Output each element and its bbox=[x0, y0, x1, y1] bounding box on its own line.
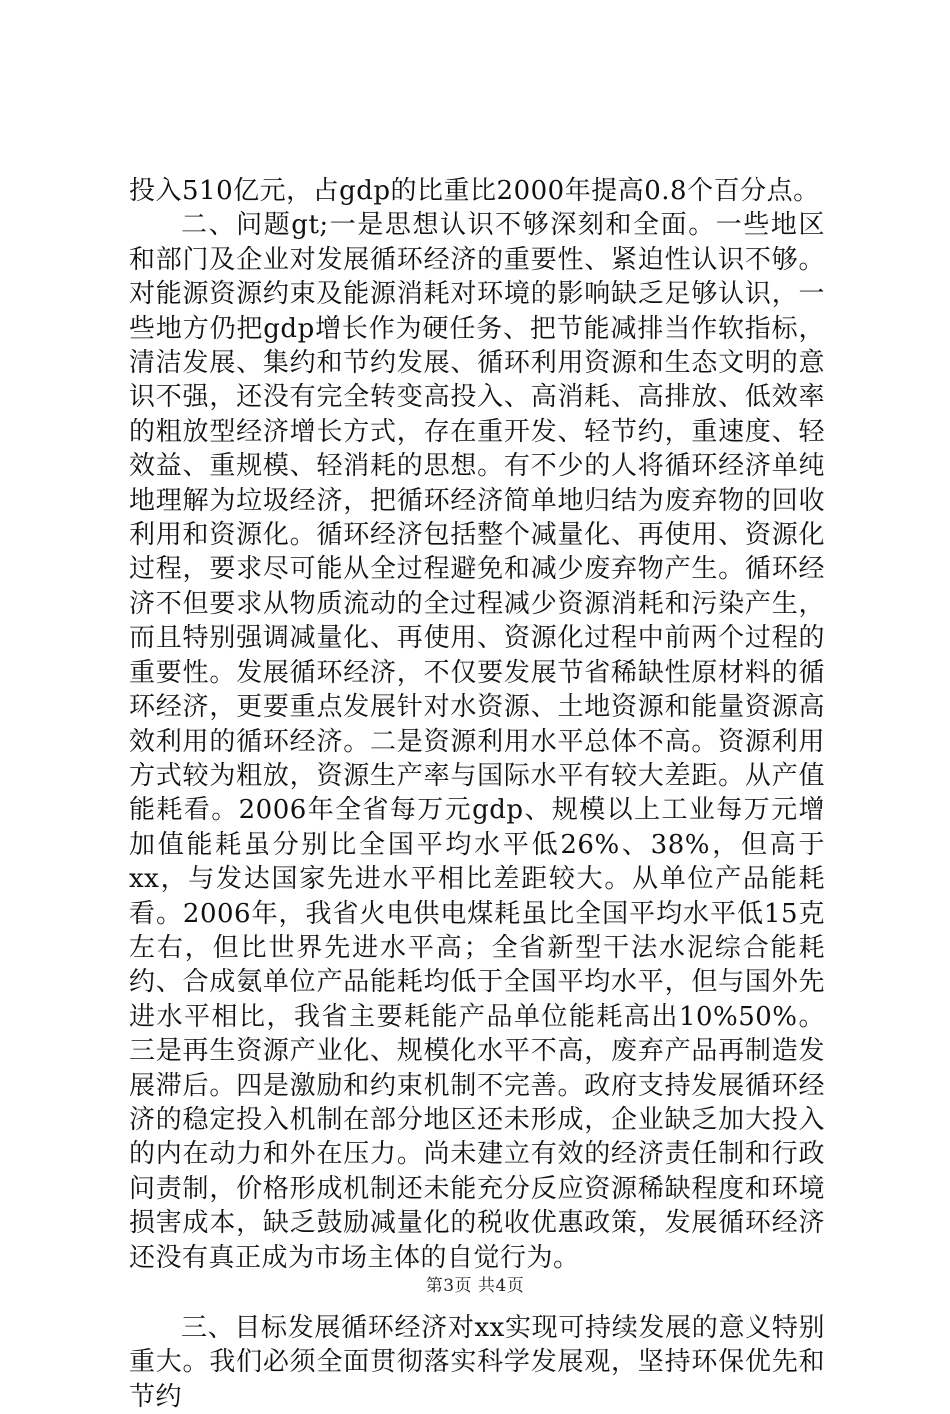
paragraph-continuation: 投入510亿元，占gdp的比重比2000年提高0.8个百分点。 bbox=[129, 176, 820, 206]
paragraph-section-3: 三、目标发展循环经济对xx实现可持续发展的意义特别重大。我们必须全面贯彻落实科学发展观，坚持环保优先和节约 bbox=[129, 1313, 825, 1412]
page-number-footer: 第3页 共4页 bbox=[425, 1276, 525, 1296]
paragraph-section-2: 二、问题gt;一是思想认识不够深刻和全面。一些地区和部门及企业对发展循环经济的重要性、紧迫性认识不够。对能源资源约束及能源消耗对环境的影响缺乏足够认识，一些地方仍把gdp增长作为硬任务、把节能减排当作软指标，清洁发展、集约和节约发展、循环利用资源和生态文明的意识不强，还没有完全转变高投入、高消耗、高排放、低效率的粗放型经济增长方式，存在重开发、轻节约，重速度、轻效益、重规模、轻消耗的思想。有不少的人将循环经济单纯地理解为垃圾经济，把循环经济简单地归结为废弃物的回收利用和资源化。循环经济包括整个减量化、再使用、资源化过程，要求尽可能从全过程避免和减少废弃物产生。循环经济不但要求从物质流动的全过程减少资源消耗和污染产生，而且特别强调减量化、再使用、资源化过程中前两个过程的重要性。发展循环经济，不仅要发展节省稀缺性原材料的循环经济，更要重点发展针对水资源、土地资源和能量资源高效利用的循环经济。二是资源利用水平总体不高。资源利用方式较为粗放，资源生产率与国际水平有较大差距。从产值能耗看。2006年全省每万元gdp、规模以上工业每万元增加值能耗虽分别比全国平均水平低26%、38%，但高于xx，与发达国家先进水平相比差距较大。从单位产品能耗看。2006年，我省火电供电煤耗虽比全国平均水平低15克左右，但比世界先进水平高；全省新型干法水泥综合能耗约、合成氨单位产品能耗均低于全国平均水平，但与国外先进水平相比，我省主要耗能产品单位能耗高出10%50%。三是再生资源产业化、规模化水平不高，废弃产品再制造发展滞后。四是激励和约束机制不完善。政府支持发展循环经济的稳定投入机制在部分地区还未形成，企业缺乏加大投入的内在动力和外在压力。尚未建立有效的经济责任制和行政问责制，价格形成机制还未能充分反应资源稀缺程度和环境损害成本，缺乏鼓励减量化的税收优惠政策，发展循环经济还没有真正成为市场主体的自觉行为。 bbox=[129, 210, 825, 1273]
document-body bbox=[129, 174, 825, 1414]
